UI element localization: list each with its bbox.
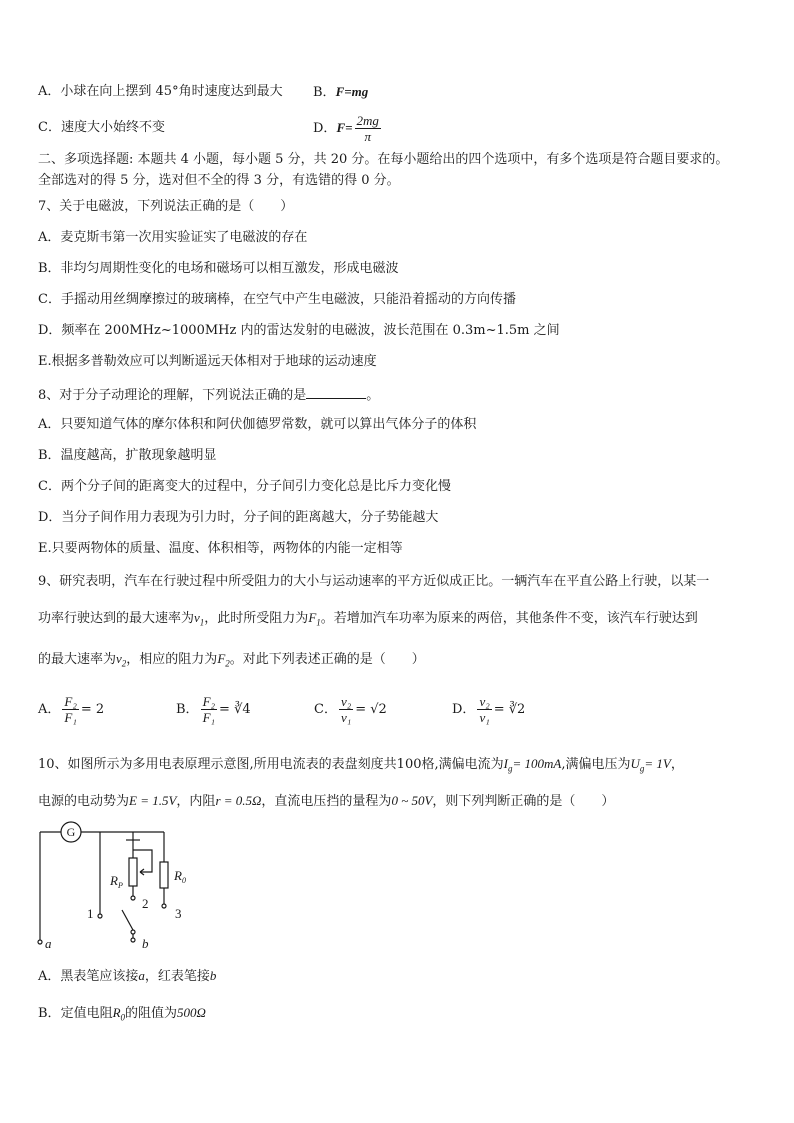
stem-text: 。若增加汽车功率为原来的两倍，其他条件不变，该汽车行驶达到 (320, 611, 698, 626)
q10-stem-line1 (38, 756, 684, 777)
option-label: B． (176, 702, 199, 717)
q9-stem-line1: 9、研究表明，汽车在行驶过程中所受阻力的大小与运动速率的平方近似成正比。一辆汽车在平直公路上行驶，以某一 (38, 574, 710, 589)
fraction-numerator: F₂ (64, 694, 77, 709)
q7-option-e: E.根据多普勒效应可以判断遥远天体相对于地球的运动速度 (38, 354, 377, 369)
q8-option-a: A．只要知道气体的摩尔体积和阿伏伽德罗常数，就可以算出气体分子的体积 (38, 417, 477, 432)
q6-option-b (313, 84, 368, 101)
option-text: 的阻值为 (125, 1006, 178, 1021)
rp-label-main: R (110, 873, 118, 888)
stem-text: 。 (366, 388, 380, 403)
stem-text: 。对此下列表述正确的是（ ） (229, 652, 425, 667)
section-heading: 二、多项选择题: 本题共 4 小题，每小题 5 分，共 20 分。在每小题给出的四个选项中，有多个选项是符合题目要求的。 (38, 152, 729, 167)
fraction (62, 694, 78, 725)
q10-option-b (38, 1005, 206, 1026)
stem-text: ，相应的阻力为 (126, 652, 218, 667)
q10-option-a (38, 968, 216, 985)
multimeter-circuit-diagram (36, 818, 206, 958)
symbol-b: b (209, 968, 217, 983)
formula-prefix: F= (336, 120, 353, 135)
option-text: ，红表笔接 (144, 969, 210, 984)
option-label: D． (313, 121, 337, 136)
symbol-sub: 0 (120, 1012, 126, 1023)
terminal-2-label: 2 (142, 896, 149, 911)
resistance-value: 500Ω (177, 1005, 206, 1020)
q7-option-a: A．麦克斯韦第一次用实验证实了电磁波的存在 (38, 230, 308, 245)
stem-text: ，此时所受阻力为 (204, 611, 309, 626)
stem-text: ，则下列判断正确的是（ ） (432, 794, 615, 809)
f1-symbol: $F_1$ (308, 610, 321, 628)
stem-text: 功率行驶达到的最大速率为 (38, 611, 195, 626)
option-label: C． (314, 702, 337, 717)
symbol-a: a (138, 968, 145, 983)
q9-stem-line2 (38, 610, 698, 631)
section-instructions: 全部选对的得 5 分，选对但不全的得 3 分，有选错的得 0 分。 (38, 173, 400, 188)
ug-symbol (630, 756, 645, 774)
q8-option-c: C．两个分子间的距离变大的过程中，分子间引力变化总是比斥力变化慢 (38, 479, 451, 494)
emf-value: E = 1.5V (129, 793, 177, 808)
symbol-sub: g (639, 763, 645, 774)
option-label: A． (38, 702, 61, 717)
stem-text: ，直流电压挡的量程为 (261, 794, 392, 809)
fraction-denominator: π (364, 129, 371, 144)
terminal-1-label: 1 (87, 906, 94, 921)
option-label: D． (452, 702, 476, 717)
stem-text: ，内阻 (176, 794, 216, 809)
stem-text: 的最大速率为 (38, 652, 117, 667)
terminal-3-label: 3 (175, 906, 182, 921)
resistance-value: r = 0.5Ω (215, 793, 262, 808)
q6-option-d (313, 108, 383, 149)
rp-label (109, 873, 123, 890)
terminal-b-icon (131, 938, 135, 942)
rp-resistor-icon (129, 858, 137, 886)
q10-stem-line2 (38, 793, 614, 810)
r0-symbol (112, 1005, 126, 1023)
rp-label-sub: P (117, 881, 123, 890)
fraction-denominator: v₁ (340, 710, 352, 725)
option-rhs: = ∛4 (219, 702, 251, 717)
q9-option-b (176, 690, 251, 730)
fraction-numerator: v₂ (479, 694, 490, 709)
terminal-3-icon (162, 904, 166, 908)
fraction (355, 113, 381, 144)
r0-label (173, 868, 186, 885)
option-rhs: = √2 (355, 702, 387, 717)
option-label: B． (38, 1006, 61, 1021)
f2-symbol: $F_2$ (217, 651, 230, 669)
fraction-numerator: 2mg (356, 113, 379, 128)
fraction-denominator: F₁ (202, 710, 216, 725)
q6-option-a (38, 84, 283, 100)
q9-stem-line3 (38, 651, 425, 672)
fraction-denominator: v₁ (479, 710, 490, 725)
fraction (477, 694, 491, 725)
q7-option-c: C．手摇动用丝绸摩擦过的玻璃棒，在空气中产生电磁波，只能沿着摇动的方向传播 (38, 292, 516, 307)
stem-text: 电源的电动势为 (38, 794, 130, 809)
terminal-a-label: a (45, 936, 52, 951)
q8-option-e: E.只要两物体的质量、温度、体积相等，两物体的内能一定相等 (38, 541, 403, 556)
fraction (339, 694, 353, 725)
q7-option-b: B．非均匀周期性变化的电场和磁场可以相互激发，形成电磁波 (38, 261, 399, 276)
q8-stem (38, 386, 379, 404)
option-rhs: = ∛2 (493, 702, 526, 717)
symbol-main: U (630, 756, 640, 771)
fraction-numerator: F₂ (202, 694, 216, 709)
v1-symbol: $v_1$ (194, 610, 205, 628)
q8-option-d: D．当分子间作用力表现为引力时，分子间的距离越大，分子势能越大 (38, 510, 439, 525)
option-label: A． (38, 969, 61, 984)
answer-blank (306, 386, 366, 399)
r0-label-sub: 0 (181, 876, 186, 885)
q9-option-c (314, 690, 387, 730)
option-label: C． (38, 120, 61, 135)
galvanometer-label: G (66, 825, 76, 839)
r0-resistor-icon (160, 862, 168, 888)
symbol-sub: g (507, 763, 513, 774)
q7-stem: 7、关于电磁波，下列说法正确的是（ ） (38, 199, 294, 214)
ug-value: = 1V (644, 756, 671, 771)
q9-option-a (38, 690, 104, 730)
fraction-denominator: F₁ (64, 710, 77, 725)
option-label: A． (38, 84, 61, 99)
terminal-2-icon (131, 896, 135, 900)
stem-text: 10、如图所示为多用电表原理示意图,所用电流表的表盘刻度共100格,满偏电流为 (38, 757, 504, 772)
terminal-1-icon (98, 914, 102, 918)
q8-option-b: B．温度越高，扩散现象越明显 (38, 448, 217, 463)
ig-value: = 100mA (512, 756, 562, 771)
terminal-a-icon (38, 940, 42, 944)
q7-option-d: D．频率在 200MHz~1000MHz 内的雷达发射的电磁波，波长范围在 0.3m~1.5m 之间 (38, 323, 560, 338)
fraction-numerator: v₂ (340, 694, 352, 709)
q6-option-c (38, 120, 165, 136)
stem-text: ， (670, 757, 684, 772)
option-text: F=mg (335, 84, 369, 99)
switch-pivot-icon (131, 930, 135, 934)
option-label: B． (313, 85, 336, 100)
option-rhs: = 2 (80, 702, 105, 717)
option-text: 定值电阻 (60, 1006, 113, 1021)
r0-label-main: R (174, 868, 182, 883)
fraction (201, 694, 217, 725)
terminal-b-label: b (142, 936, 149, 951)
option-text: 小球在向上摆到 45°角时速度达到最大 (60, 84, 283, 99)
range-value: 0 ~ 50V (391, 793, 433, 808)
q9-option-d (452, 690, 525, 730)
switch-blade-icon (122, 910, 133, 930)
symbol-main: I (503, 756, 508, 771)
stem-text: 8、对于分子动理论的理解，下列说法正确的是 (38, 388, 307, 403)
v2-symbol: $v_2$ (116, 651, 127, 669)
symbol-main: R (112, 1005, 121, 1020)
stem-text: ,满偏电压为 (561, 757, 631, 772)
option-text: 速度大小始终不变 (60, 120, 165, 135)
option-text: 黑表笔应该接 (60, 969, 139, 984)
